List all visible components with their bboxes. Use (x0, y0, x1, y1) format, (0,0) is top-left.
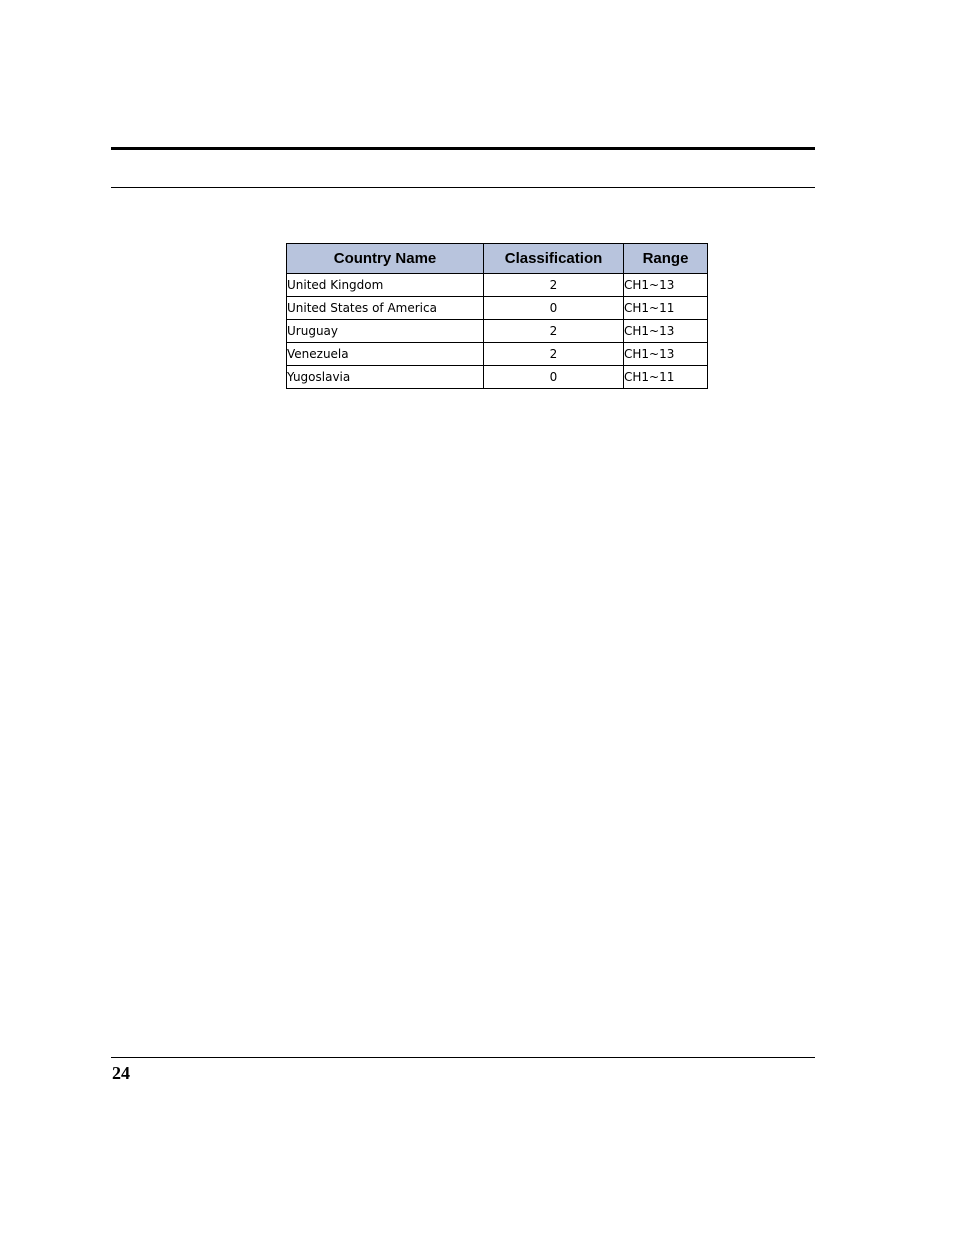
cell-range: CH1~13 (624, 343, 708, 366)
table-row (287, 366, 708, 389)
cell-classification: 2 (484, 343, 624, 366)
cell-country-name: United States of America (287, 297, 484, 320)
cell-country-name: Venezuela (287, 343, 484, 366)
cell-country-name: United Kingdom (287, 274, 484, 297)
cell-classification: 2 (484, 320, 624, 343)
cell-classification: 0 (484, 297, 624, 320)
footer-rule (111, 1057, 815, 1058)
cell-country-name: Uruguay (287, 320, 484, 343)
header-country-name: Country Name (287, 244, 484, 274)
cell-classification: 2 (484, 274, 624, 297)
header-rule-thick (111, 147, 815, 150)
header-rule-thin (111, 187, 815, 188)
cell-range: CH1~13 (624, 320, 708, 343)
cell-range: CH1~11 (624, 297, 708, 320)
cell-classification: 0 (484, 366, 624, 389)
table-row (287, 297, 708, 320)
table-row (287, 274, 708, 297)
cell-range: CH1~13 (624, 274, 708, 297)
cell-range: CH1~11 (624, 366, 708, 389)
page-number: 24 (112, 1063, 130, 1083)
table-row (287, 343, 708, 366)
table-header-row (287, 244, 708, 274)
header-classification: Classification (484, 244, 624, 274)
header-range: Range (624, 244, 708, 274)
cell-country-name: Yugoslavia (287, 366, 484, 389)
country-channel-table (286, 243, 708, 389)
table-row (287, 320, 708, 343)
